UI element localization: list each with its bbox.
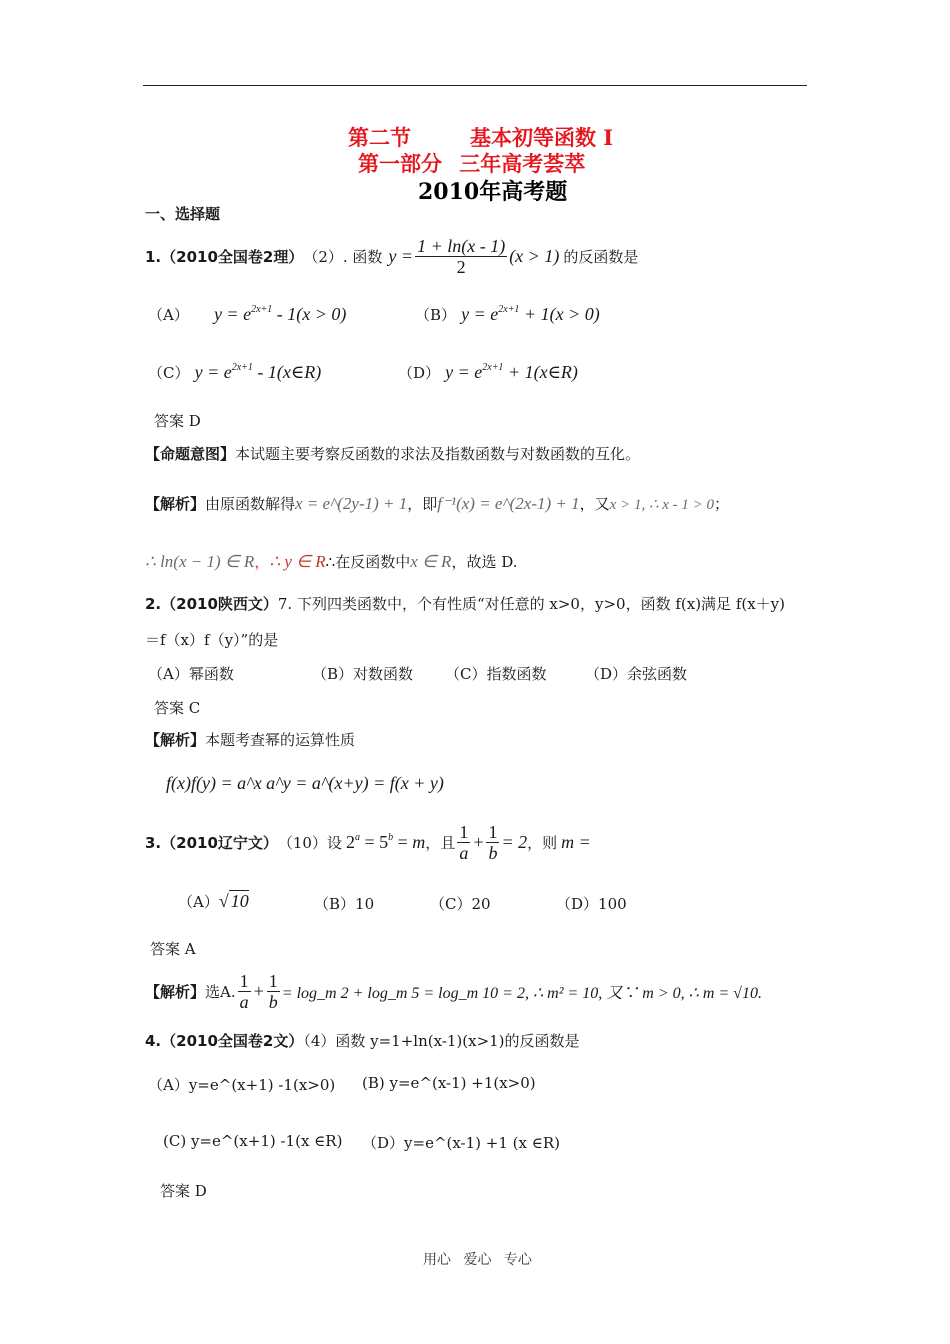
- q4-option-b: (B) y=e^(x-1) +1(x>0): [362, 1074, 536, 1092]
- q2-analysis: [145, 729, 355, 750]
- q1-option-b-label: （B）: [415, 306, 457, 324]
- q1-option-b-tail: + 1(x > 0): [519, 304, 600, 324]
- section-heading: 一、选择题: [145, 205, 221, 223]
- q2-analysis-text: 本题考查幂的运算性质: [205, 731, 356, 749]
- q3-plus: +: [472, 832, 485, 852]
- q3-option-a-value: 10: [230, 891, 249, 911]
- q1-option-b-exp: 2x+1: [498, 304, 520, 315]
- q1-analysis-text4: ；: [714, 495, 730, 513]
- q4-option-d: （D）y=e^(x-1) +1 (x ∈R): [362, 1134, 561, 1152]
- q1-option-c: [148, 362, 321, 383]
- q1-func-lhs: y =: [388, 246, 414, 266]
- q2-option-d: （D）余弦函数: [585, 665, 688, 683]
- q1-intent-tag: 【命题意图】: [145, 445, 236, 463]
- title-part: 第一部分 三年高考荟萃: [358, 151, 586, 176]
- q1-func-condition: (x > 1): [509, 246, 560, 266]
- q1-analysis-formula1: x = e^(2y-1) + 1: [295, 494, 408, 513]
- q1-option-d-base: y = e: [445, 362, 483, 382]
- q4-stem: [145, 1030, 580, 1051]
- q1-answer: 答案 D: [154, 412, 201, 430]
- q1-line2-formula2: ∴ y ∈ R: [269, 552, 326, 571]
- q1-analysis-formula2: f⁻¹(x) = e^(2x-1) + 1: [437, 494, 580, 513]
- q3-frac-a: $\frac{1}{a}$: [459, 822, 469, 863]
- q3-analysis-tag: 【解析】: [145, 983, 206, 1001]
- q3-option-c: （C）20: [430, 895, 491, 913]
- q1-option-b-base: y = e: [461, 304, 499, 324]
- q4-answer: 答案 D: [160, 1182, 207, 1200]
- q1-analysis-text2: ，即: [407, 495, 438, 513]
- q3-answer: 答案 A: [150, 940, 196, 958]
- q1-line2-sep: ，: [254, 553, 270, 571]
- q1-option-c-tail: - 1(x∈R): [252, 362, 322, 382]
- q2-stem: [145, 593, 785, 614]
- q3-analysis: 【解析】 选A. $\frac{1}{a}$ + $\frac{1}{b}$ = log_m 2 + log_m 5 = log_m 10 = 2, ∴ m² = 10, 又∵ m > 0, ∴ m = √10.: [145, 971, 762, 1012]
- title-section: 第二节: [348, 125, 411, 150]
- q3-stem-suffix: ，则: [527, 834, 558, 852]
- q1-analysis-tag: 【解析】: [145, 495, 206, 513]
- q1-option-d-exp: 2x+1: [482, 362, 504, 373]
- q1-analysis-text1: 由原函数解得: [205, 495, 296, 513]
- q2-option-b: （B）对数函数: [312, 665, 414, 683]
- q1-number: 1.（2010全国卷2理）: [145, 248, 304, 266]
- q1-line2-end: ，故选 D.: [451, 553, 518, 571]
- q3-stem-prefix: （10）设: [277, 834, 342, 852]
- q3-analysis-frac-b: $\frac{1}{b}$: [268, 971, 278, 1012]
- q1-analysis-line2: [145, 551, 517, 572]
- q1-intent-text: 本试题主要考察反函数的求法及指数函数与对数函数的互化。: [235, 445, 641, 463]
- q2-stem-line2: ＝f（x）f（y）”的是: [145, 631, 279, 649]
- q1-option-c-label: （C）: [148, 364, 190, 382]
- q1-option-a: [148, 304, 346, 325]
- q4-option-a: （A）y=e^(x+1) -1(x>0): [148, 1076, 336, 1094]
- q1-analysis-formula3: x > 1, ∴ x - 1 > 0: [609, 497, 715, 513]
- q4-stem-text: （4）函数 y=1+ln(x-1)(x>1)的反函数是: [303, 1032, 580, 1050]
- q1-line2-text: ∴在反函数中: [325, 553, 411, 571]
- q1-option-d-tail: + 1(x∈R): [503, 362, 578, 382]
- q3-stem-equation: 2$^a$ = 5$^b$ = m: [345, 832, 426, 852]
- q3-option-d: （D）100: [556, 895, 627, 913]
- q1-func-denominator: 2: [456, 257, 466, 277]
- q1-func-numerator: 1 + ln(x - 1): [417, 236, 506, 256]
- q3-stem-mid: ，且: [425, 834, 456, 852]
- header-rule: [143, 85, 807, 86]
- q1-line2-formula3: x ∈ R: [410, 552, 452, 571]
- q2-option-a: （A）幂函数: [148, 665, 234, 683]
- q1-option-a-exp: 2x+1: [251, 304, 273, 315]
- q1-line2-formula1: ∴ ln(x − 1) ∈ R: [145, 552, 255, 571]
- q1-stem-prefix: （2）. 函数: [303, 248, 383, 266]
- q3-option-a-label: （A）: [178, 893, 219, 911]
- title-topic: 基本初等函数 I: [470, 125, 614, 150]
- q4-option-c: (C) y=e^(x+1) -1(x ∈R): [163, 1132, 343, 1150]
- q2-answer: 答案 C: [154, 699, 201, 717]
- q1-option-a-tail: - 1(x > 0): [272, 304, 347, 324]
- q2-stem-text: 7. 下列四类函数中，个有性质“对任意的 x>0，y>0，函数 f(x)满足 f(x＋y): [277, 595, 786, 613]
- q2-option-c: （C）指数函数: [445, 665, 547, 683]
- q1-stem: [145, 236, 638, 277]
- page-footer: 用心 爱心 专心: [423, 1252, 532, 1268]
- q3-frac-b: $\frac{1}{b}$: [488, 822, 498, 863]
- q1-analysis: [145, 493, 729, 514]
- q1-option-d: [398, 362, 578, 383]
- q3-analysis-frac-a: $\frac{1}{a}$: [239, 971, 249, 1012]
- q4-number: 4.（2010全国卷2文）: [145, 1032, 304, 1050]
- q1-option-a-base: y = e: [213, 304, 252, 324]
- q1-option-c-base: y = e: [194, 362, 232, 382]
- q3-option-a: （A）√ 10: [178, 891, 249, 911]
- title-year: 2010年高考题: [418, 179, 568, 205]
- q1-func-fraction: [415, 236, 507, 277]
- q1-analysis-text3: ，又: [579, 495, 610, 513]
- q3-stem: [145, 822, 591, 863]
- q3-analysis-text: 选A.: [205, 983, 236, 1001]
- q1-option-b: [415, 304, 600, 325]
- q3-number: 3.（2010辽宁文）: [145, 834, 278, 852]
- q1-intent: [145, 443, 640, 464]
- q3-option-b: （B）10: [314, 895, 375, 913]
- q1-option-d-label: （D）: [398, 364, 441, 382]
- q2-number: 2.（2010陕西文）: [145, 595, 278, 613]
- q1-stem-suffix: 的反函数是: [563, 248, 639, 266]
- q2-analysis-tag: 【解析】: [145, 731, 206, 749]
- q2-formula: f(x)f(y) = a^x a^y = a^(x+y) = f(x + y): [166, 773, 444, 793]
- q1-option-c-exp: 2x+1: [231, 362, 253, 373]
- q3-eq2: = 2: [501, 832, 528, 852]
- q3-stem-m: m =: [561, 832, 591, 852]
- q1-option-a-label: （A）: [148, 306, 189, 324]
- q3-analysis-formula: = log_m 2 + log_m 5 = log_m 10 = 2, ∴ m² = 10, 又∵ m > 0, ∴ m = √10.: [281, 985, 762, 1002]
